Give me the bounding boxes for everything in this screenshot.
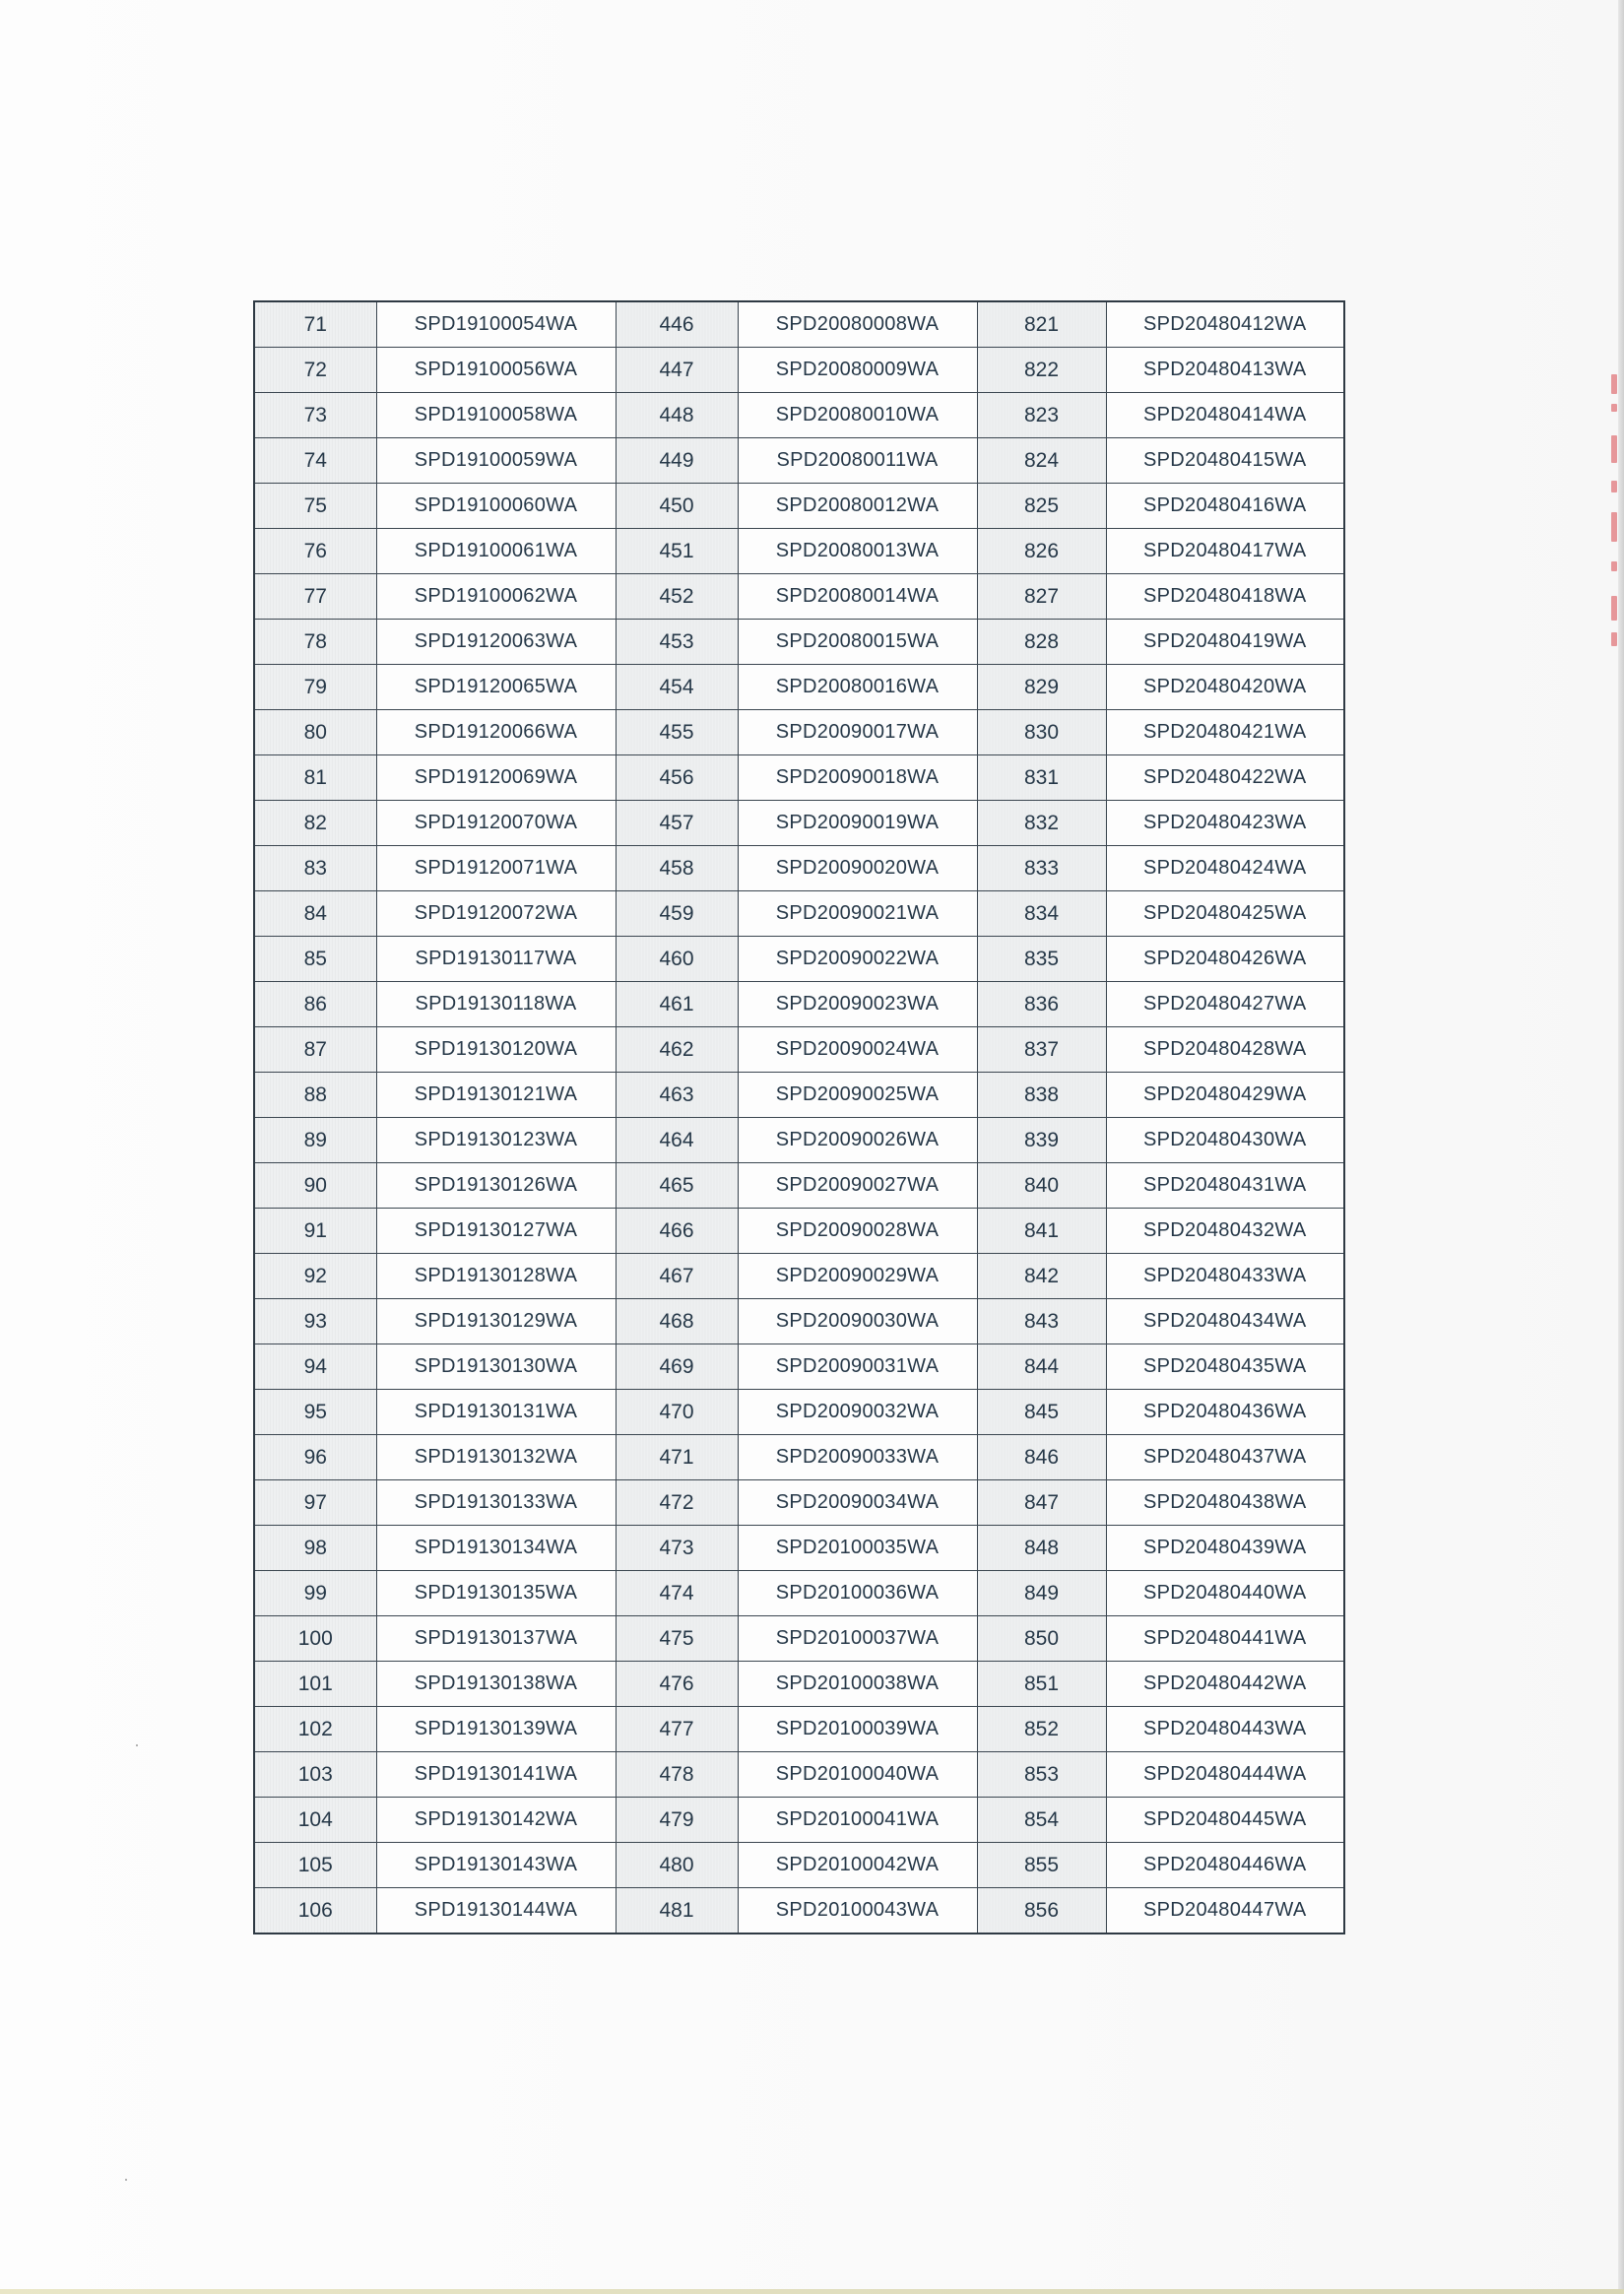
row-number-cell: 839: [977, 1118, 1106, 1163]
row-number-cell: 838: [977, 1073, 1106, 1118]
table-row: [254, 1163, 1344, 1209]
product-code-cell: SPD20080011WA: [738, 438, 977, 484]
product-code-cell: SPD19120070WA: [376, 801, 616, 846]
product-code-cell: SPD20480437WA: [1106, 1435, 1344, 1480]
row-number-cell: 826: [977, 529, 1106, 574]
reference-code-table: [253, 300, 1345, 1934]
row-number-cell: 457: [616, 801, 738, 846]
table-row: [254, 1435, 1344, 1480]
product-code-cell: SPD20100043WA: [738, 1888, 977, 1934]
product-code-cell: SPD19130117WA: [376, 937, 616, 982]
row-number-cell: 105: [254, 1843, 376, 1888]
product-code-cell: SPD20090021WA: [738, 891, 977, 937]
row-number-cell: 833: [977, 846, 1106, 891]
row-number-cell: 855: [977, 1843, 1106, 1888]
row-number-cell: 479: [616, 1798, 738, 1843]
product-code-cell: SPD20080015WA: [738, 620, 977, 665]
row-number-cell: 94: [254, 1344, 376, 1390]
product-code-cell: SPD20090023WA: [738, 982, 977, 1027]
row-number-cell: 458: [616, 846, 738, 891]
product-code-cell: SPD20090030WA: [738, 1299, 977, 1344]
product-code-cell: SPD19120069WA: [376, 755, 616, 801]
row-number-cell: 73: [254, 393, 376, 438]
product-code-cell: SPD20090017WA: [738, 710, 977, 755]
product-code-cell: SPD19120063WA: [376, 620, 616, 665]
table-row: [254, 529, 1344, 574]
product-code-cell: SPD20480442WA: [1106, 1662, 1344, 1707]
product-code-cell: SPD19130130WA: [376, 1344, 616, 1390]
row-number-cell: 824: [977, 438, 1106, 484]
table-row: [254, 393, 1344, 438]
row-number-cell: 480: [616, 1843, 738, 1888]
table-row: [254, 1707, 1344, 1752]
row-number-cell: 98: [254, 1526, 376, 1571]
row-number-cell: 849: [977, 1571, 1106, 1616]
table-row: [254, 982, 1344, 1027]
product-code-cell: SPD20480422WA: [1106, 755, 1344, 801]
product-code-cell: SPD20480421WA: [1106, 710, 1344, 755]
product-code-cell: SPD20480412WA: [1106, 301, 1344, 348]
row-number-cell: 90: [254, 1163, 376, 1209]
scan-speck: [136, 1744, 138, 1746]
product-code-cell: SPD20480429WA: [1106, 1073, 1344, 1118]
row-number-cell: 850: [977, 1616, 1106, 1662]
row-number-cell: 851: [977, 1662, 1106, 1707]
row-number-cell: 852: [977, 1707, 1106, 1752]
row-number-cell: 822: [977, 348, 1106, 393]
row-number-cell: 465: [616, 1163, 738, 1209]
product-code-cell: SPD20090018WA: [738, 755, 977, 801]
product-code-cell: SPD20480420WA: [1106, 665, 1344, 710]
row-number-cell: 449: [616, 438, 738, 484]
product-code-cell: SPD20480434WA: [1106, 1299, 1344, 1344]
table-row: [254, 1254, 1344, 1299]
product-code-cell: SPD19100059WA: [376, 438, 616, 484]
row-number-cell: 75: [254, 484, 376, 529]
product-code-cell: SPD19100054WA: [376, 301, 616, 348]
product-code-cell: SPD19120066WA: [376, 710, 616, 755]
product-code-cell: SPD20480425WA: [1106, 891, 1344, 937]
product-code-cell: SPD20480431WA: [1106, 1163, 1344, 1209]
product-code-cell: SPD19130128WA: [376, 1254, 616, 1299]
row-number-cell: 76: [254, 529, 376, 574]
product-code-cell: SPD20080012WA: [738, 484, 977, 529]
product-code-cell: SPD20090019WA: [738, 801, 977, 846]
product-code-cell: SPD19130118WA: [376, 982, 616, 1027]
table-row: [254, 1209, 1344, 1254]
row-number-cell: 446: [616, 301, 738, 348]
product-code-cell: SPD19100056WA: [376, 348, 616, 393]
row-number-cell: 844: [977, 1344, 1106, 1390]
product-code-cell: SPD20090033WA: [738, 1435, 977, 1480]
product-code-cell: SPD20480438WA: [1106, 1480, 1344, 1526]
table-row: [254, 1888, 1344, 1934]
row-number-cell: 837: [977, 1027, 1106, 1073]
row-number-cell: 93: [254, 1299, 376, 1344]
product-code-cell: SPD19130134WA: [376, 1526, 616, 1571]
table-row: [254, 1027, 1344, 1073]
row-number-cell: 96: [254, 1435, 376, 1480]
row-number-cell: 467: [616, 1254, 738, 1299]
product-code-cell: SPD20080008WA: [738, 301, 977, 348]
product-code-cell: SPD20090026WA: [738, 1118, 977, 1163]
table-row: [254, 438, 1344, 484]
product-code-cell: SPD20480433WA: [1106, 1254, 1344, 1299]
row-number-cell: 84: [254, 891, 376, 937]
table-row: [254, 301, 1344, 348]
row-number-cell: 843: [977, 1299, 1106, 1344]
product-code-cell: SPD20080010WA: [738, 393, 977, 438]
table-row: [254, 620, 1344, 665]
row-number-cell: 87: [254, 1027, 376, 1073]
row-number-cell: 475: [616, 1616, 738, 1662]
row-number-cell: 836: [977, 982, 1106, 1027]
product-code-cell: SPD20090025WA: [738, 1073, 977, 1118]
product-code-cell: SPD19130135WA: [376, 1571, 616, 1616]
row-number-cell: 455: [616, 710, 738, 755]
row-number-cell: 102: [254, 1707, 376, 1752]
product-code-cell: SPD19130138WA: [376, 1662, 616, 1707]
row-number-cell: 829: [977, 665, 1106, 710]
table-row: [254, 1118, 1344, 1163]
product-code-cell: SPD20480416WA: [1106, 484, 1344, 529]
row-number-cell: 821: [977, 301, 1106, 348]
product-code-cell: SPD20480417WA: [1106, 529, 1344, 574]
row-number-cell: 106: [254, 1888, 376, 1934]
row-number-cell: 100: [254, 1616, 376, 1662]
row-number-cell: 77: [254, 574, 376, 620]
row-number-cell: 471: [616, 1435, 738, 1480]
product-code-cell: SPD20480414WA: [1106, 393, 1344, 438]
row-number-cell: 468: [616, 1299, 738, 1344]
table-row: [254, 710, 1344, 755]
row-number-cell: 827: [977, 574, 1106, 620]
row-number-cell: 470: [616, 1390, 738, 1435]
table-row: [254, 574, 1344, 620]
row-number-cell: 88: [254, 1073, 376, 1118]
product-code-cell: SPD19130133WA: [376, 1480, 616, 1526]
row-number-cell: 834: [977, 891, 1106, 937]
product-code-cell: SPD20080014WA: [738, 574, 977, 620]
row-number-cell: 845: [977, 1390, 1106, 1435]
row-number-cell: 831: [977, 755, 1106, 801]
row-number-cell: 451: [616, 529, 738, 574]
product-code-cell: SPD20090020WA: [738, 846, 977, 891]
row-number-cell: 840: [977, 1163, 1106, 1209]
scan-speck: [125, 2179, 127, 2181]
table-row: [254, 348, 1344, 393]
row-number-cell: 853: [977, 1752, 1106, 1798]
row-number-cell: 82: [254, 801, 376, 846]
table-row: [254, 1798, 1344, 1843]
row-number-cell: 842: [977, 1254, 1106, 1299]
row-number-cell: 92: [254, 1254, 376, 1299]
table-row: [254, 1752, 1344, 1798]
table-row: [254, 801, 1344, 846]
product-code-cell: SPD20100038WA: [738, 1662, 977, 1707]
row-number-cell: 101: [254, 1662, 376, 1707]
row-number-cell: 474: [616, 1571, 738, 1616]
row-number-cell: 456: [616, 755, 738, 801]
row-number-cell: 462: [616, 1027, 738, 1073]
product-code-cell: SPD20090032WA: [738, 1390, 977, 1435]
product-code-cell: SPD20090028WA: [738, 1209, 977, 1254]
product-code-cell: SPD20090024WA: [738, 1027, 977, 1073]
product-code-cell: SPD20090031WA: [738, 1344, 977, 1390]
product-code-cell: SPD19100058WA: [376, 393, 616, 438]
row-number-cell: 78: [254, 620, 376, 665]
row-number-cell: 476: [616, 1662, 738, 1707]
row-number-cell: 71: [254, 301, 376, 348]
row-number-cell: 835: [977, 937, 1106, 982]
product-code-cell: SPD19130120WA: [376, 1027, 616, 1073]
table-row: [254, 665, 1344, 710]
row-number-cell: 104: [254, 1798, 376, 1843]
product-code-cell: SPD20100036WA: [738, 1571, 977, 1616]
product-code-cell: SPD20080009WA: [738, 348, 977, 393]
row-number-cell: 848: [977, 1526, 1106, 1571]
table-row: [254, 1526, 1344, 1571]
product-code-cell: SPD20480440WA: [1106, 1571, 1344, 1616]
row-number-cell: 830: [977, 710, 1106, 755]
product-code-cell: SPD20100040WA: [738, 1752, 977, 1798]
product-code-cell: SPD20480446WA: [1106, 1843, 1344, 1888]
product-code-cell: SPD20480435WA: [1106, 1344, 1344, 1390]
row-number-cell: 91: [254, 1209, 376, 1254]
product-code-cell: SPD20100035WA: [738, 1526, 977, 1571]
product-code-cell: SPD20480428WA: [1106, 1027, 1344, 1073]
row-number-cell: 454: [616, 665, 738, 710]
row-number-cell: 856: [977, 1888, 1106, 1934]
row-number-cell: 472: [616, 1480, 738, 1526]
row-number-cell: 103: [254, 1752, 376, 1798]
row-number-cell: 846: [977, 1435, 1106, 1480]
product-code-cell: SPD19130131WA: [376, 1390, 616, 1435]
product-code-cell: SPD20480445WA: [1106, 1798, 1344, 1843]
product-code-cell: SPD20480426WA: [1106, 937, 1344, 982]
product-code-cell: SPD20480419WA: [1106, 620, 1344, 665]
row-number-cell: 453: [616, 620, 738, 665]
product-code-cell: SPD19130144WA: [376, 1888, 616, 1934]
row-number-cell: 823: [977, 393, 1106, 438]
product-code-cell: SPD19130129WA: [376, 1299, 616, 1344]
row-number-cell: 80: [254, 710, 376, 755]
row-number-cell: 828: [977, 620, 1106, 665]
row-number-cell: 459: [616, 891, 738, 937]
product-code-cell: SPD19120072WA: [376, 891, 616, 937]
table-row: [254, 1662, 1344, 1707]
product-code-cell: SPD20480436WA: [1106, 1390, 1344, 1435]
table-row: [254, 891, 1344, 937]
row-number-cell: 452: [616, 574, 738, 620]
product-code-cell: SPD20090029WA: [738, 1254, 977, 1299]
product-code-cell: SPD19130126WA: [376, 1163, 616, 1209]
product-code-cell: SPD20480444WA: [1106, 1752, 1344, 1798]
table-row: [254, 846, 1344, 891]
row-number-cell: 99: [254, 1571, 376, 1616]
product-code-cell: SPD20480413WA: [1106, 348, 1344, 393]
product-code-cell: SPD20090034WA: [738, 1480, 977, 1526]
table-row: [254, 1843, 1344, 1888]
row-number-cell: 825: [977, 484, 1106, 529]
row-number-cell: 79: [254, 665, 376, 710]
table-row: [254, 1571, 1344, 1616]
row-number-cell: 447: [616, 348, 738, 393]
product-code-cell: SPD20100042WA: [738, 1843, 977, 1888]
product-code-cell: SPD20080013WA: [738, 529, 977, 574]
product-code-cell: SPD19130137WA: [376, 1616, 616, 1662]
row-number-cell: 448: [616, 393, 738, 438]
product-code-cell: SPD20480427WA: [1106, 982, 1344, 1027]
row-number-cell: 450: [616, 484, 738, 529]
product-code-cell: SPD20090027WA: [738, 1163, 977, 1209]
table-row: [254, 1073, 1344, 1118]
table-row: [254, 1344, 1344, 1390]
row-number-cell: 854: [977, 1798, 1106, 1843]
product-code-cell: SPD19120071WA: [376, 846, 616, 891]
product-code-cell: SPD20480423WA: [1106, 801, 1344, 846]
row-number-cell: 478: [616, 1752, 738, 1798]
table-row: [254, 484, 1344, 529]
table-row: [254, 755, 1344, 801]
product-code-cell: SPD20100037WA: [738, 1616, 977, 1662]
table-row: [254, 937, 1344, 982]
row-number-cell: 461: [616, 982, 738, 1027]
product-code-cell: SPD19130142WA: [376, 1798, 616, 1843]
table-row: [254, 1616, 1344, 1662]
row-number-cell: 72: [254, 348, 376, 393]
row-number-cell: 85: [254, 937, 376, 982]
product-code-cell: SPD19130121WA: [376, 1073, 616, 1118]
product-code-cell: SPD20480447WA: [1106, 1888, 1344, 1934]
product-code-cell: SPD20100039WA: [738, 1707, 977, 1752]
product-code-cell: SPD20480443WA: [1106, 1707, 1344, 1752]
product-code-cell: SPD19130141WA: [376, 1752, 616, 1798]
product-code-cell: SPD19100061WA: [376, 529, 616, 574]
row-number-cell: 460: [616, 937, 738, 982]
product-code-cell: SPD20480418WA: [1106, 574, 1344, 620]
product-code-cell: SPD20480415WA: [1106, 438, 1344, 484]
row-number-cell: 466: [616, 1209, 738, 1254]
product-code-cell: SPD20080016WA: [738, 665, 977, 710]
product-code-cell: SPD20480430WA: [1106, 1118, 1344, 1163]
product-code-cell: SPD20480424WA: [1106, 846, 1344, 891]
table-body: [254, 301, 1344, 1934]
row-number-cell: 95: [254, 1390, 376, 1435]
row-number-cell: 841: [977, 1209, 1106, 1254]
row-number-cell: 832: [977, 801, 1106, 846]
row-number-cell: 86: [254, 982, 376, 1027]
row-number-cell: 463: [616, 1073, 738, 1118]
row-number-cell: 89: [254, 1118, 376, 1163]
product-code-cell: SPD19120065WA: [376, 665, 616, 710]
product-code-cell: SPD19130139WA: [376, 1707, 616, 1752]
product-code-cell: SPD19130123WA: [376, 1118, 616, 1163]
product-code-cell: SPD20480441WA: [1106, 1616, 1344, 1662]
row-number-cell: 847: [977, 1480, 1106, 1526]
product-code-cell: SPD19130127WA: [376, 1209, 616, 1254]
scan-right-edge: [1618, 0, 1624, 2294]
row-number-cell: 473: [616, 1526, 738, 1571]
product-code-cell: SPD20480432WA: [1106, 1209, 1344, 1254]
table-row: [254, 1390, 1344, 1435]
row-number-cell: 97: [254, 1480, 376, 1526]
product-code-cell: SPD19130143WA: [376, 1843, 616, 1888]
product-code-cell: SPD20480439WA: [1106, 1526, 1344, 1571]
table-row: [254, 1299, 1344, 1344]
product-code-cell: SPD19130132WA: [376, 1435, 616, 1480]
table-row: [254, 1480, 1344, 1526]
product-code-cell: SPD19100062WA: [376, 574, 616, 620]
row-number-cell: 74: [254, 438, 376, 484]
product-code-cell: SPD20090022WA: [738, 937, 977, 982]
row-number-cell: 481: [616, 1888, 738, 1934]
row-number-cell: 81: [254, 755, 376, 801]
row-number-cell: 477: [616, 1707, 738, 1752]
product-code-cell: SPD20100041WA: [738, 1798, 977, 1843]
scan-bottom-edge: [0, 2289, 1624, 2294]
row-number-cell: 83: [254, 846, 376, 891]
product-code-cell: SPD19100060WA: [376, 484, 616, 529]
row-number-cell: 464: [616, 1118, 738, 1163]
row-number-cell: 469: [616, 1344, 738, 1390]
